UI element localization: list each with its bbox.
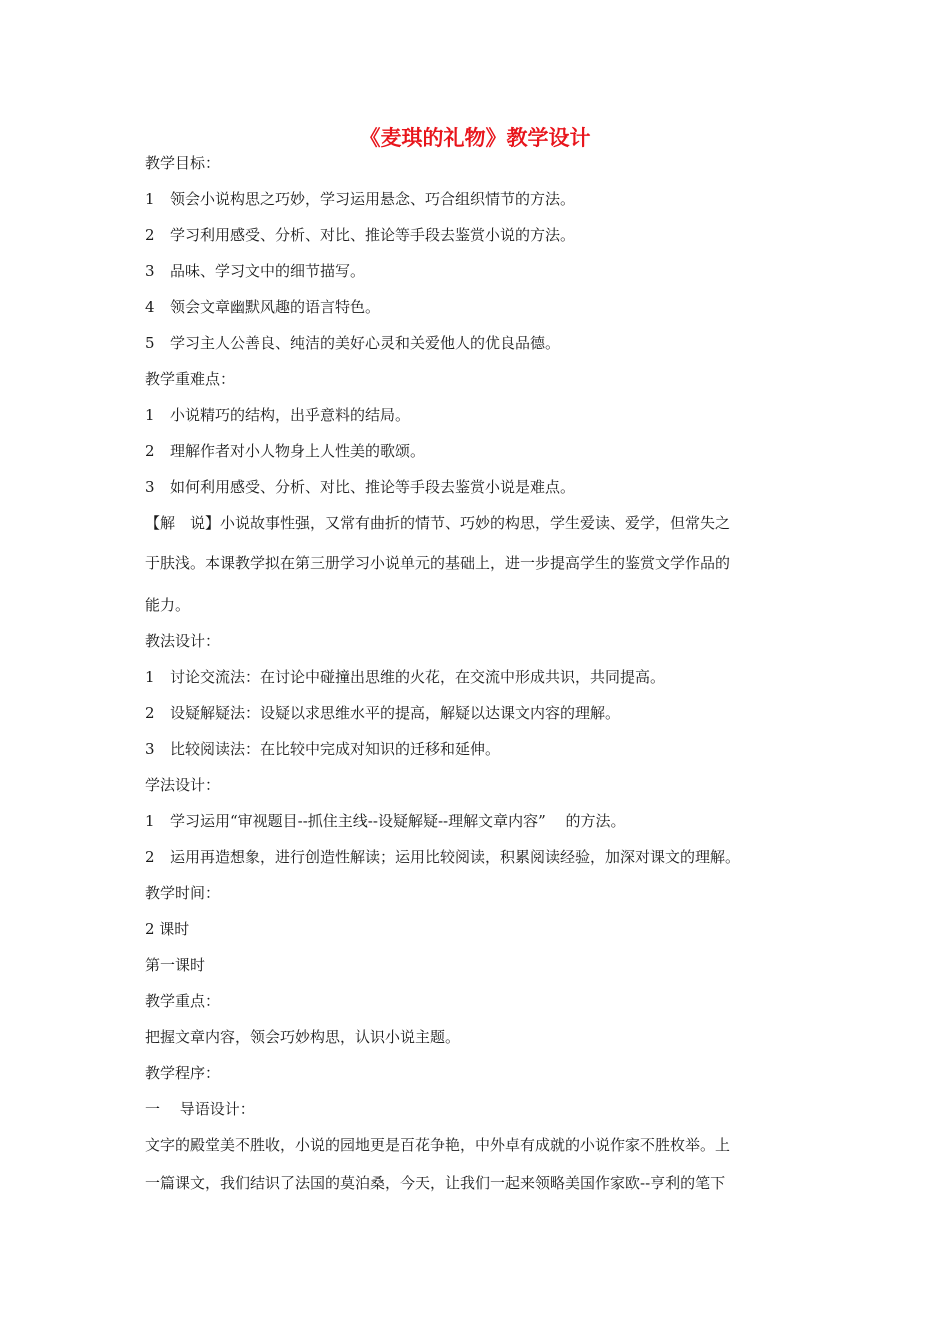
heading-procedure: 教学程序： <box>145 1064 221 1082</box>
key-number: 3 <box>145 478 155 496</box>
heading-teaching-time: 教学时间： <box>145 884 221 902</box>
learn-text: 学习运用“审视题目--抓住主线--设疑解疑--理解文章内容” 的方法。 <box>170 812 626 830</box>
heading-goals: 教学目标： <box>145 154 221 172</box>
teach-text: 比较阅读法：在比较中完成对知识的迁移和延伸。 <box>170 740 501 758</box>
heading-teaching-method: 教法设计： <box>145 632 221 650</box>
goal-number: 5 <box>145 334 155 352</box>
heading-key-points: 教学重难点： <box>145 370 236 388</box>
teach-number: 2 <box>145 704 155 722</box>
goal-text: 品味、学习文中的细节描写。 <box>170 262 366 280</box>
focus-text: 把握文章内容，领会巧妙构思，认识小说主题。 <box>145 1028 461 1046</box>
learn-item-1 <box>145 810 626 831</box>
key-item-1 <box>145 404 410 425</box>
goal-item-3 <box>145 260 365 281</box>
key-item-3 <box>145 476 575 497</box>
goal-text: 学习主人公善良、纯洁的美好心灵和关爱他人的优良品德。 <box>170 334 561 352</box>
goal-item-4 <box>145 296 380 317</box>
teach-text: 讨论交流法：在讨论中碰撞出思维的火花，在交流中形成共识，共同提高。 <box>170 668 666 686</box>
key-number: 1 <box>145 406 155 424</box>
learn-number: 2 <box>145 848 155 866</box>
key-text: 理解作者对小人物身上人性美的歌颂。 <box>170 442 426 460</box>
goal-text: 领会小说构思之巧妙，学习运用悬念、巧合组织情节的方法。 <box>170 190 576 208</box>
teaching-time-value: 2 课时 <box>145 920 190 938</box>
key-text: 小说精巧的结构，出乎意料的结局。 <box>170 406 411 424</box>
teach-item-1 <box>145 666 665 687</box>
explain-line-2: 于肤浅。本课教学拟在第三册学习小说单元的基础上，进一步提高学生的鉴赏文学作品的 <box>145 554 731 572</box>
teach-item-3 <box>145 738 500 759</box>
intro-line-1: 文字的殿堂美不胜收，小说的园地更是百花争艳，中外卓有成就的小说作家不胜枚举。上 <box>145 1136 731 1154</box>
teach-text: 设疑解疑法：设疑以求思维水平的提高，解疑以达课文内容的理解。 <box>170 704 621 722</box>
goal-text: 学习利用感受、分析、对比、推论等手段去鉴赏小说的方法。 <box>170 226 576 244</box>
learn-item-2 <box>145 846 740 867</box>
key-text: 如何利用感受、分析、对比、推论等手段去鉴赏小说是难点。 <box>170 478 576 496</box>
heading-focus: 教学重点： <box>145 992 221 1010</box>
key-item-2 <box>145 440 425 461</box>
teach-item-2 <box>145 702 620 723</box>
learn-text: 运用再造想象，进行创造性解读；运用比较阅读，积累阅读经验，加深对课文的理解。 <box>170 848 741 866</box>
goal-item-2 <box>145 224 575 245</box>
document-title: 《麦琪的礼物》教学设计 <box>359 126 591 150</box>
explain-line-1: 【解 说】小说故事性强，又常有曲折的情节、巧妙的构思，学生爱读、爱学，但常失之 <box>145 514 731 532</box>
heading-learning-method: 学法设计： <box>145 776 221 794</box>
teach-number: 1 <box>145 668 155 686</box>
procedure-step-1: 一 导语设计： <box>145 1100 255 1118</box>
goal-number: 2 <box>145 226 155 244</box>
goal-item-5 <box>145 332 560 353</box>
teach-number: 3 <box>145 740 155 758</box>
learn-number: 1 <box>145 812 155 830</box>
explain-line-3: 能力。 <box>145 596 191 614</box>
goal-number: 1 <box>145 190 155 208</box>
goal-item-1 <box>145 188 575 209</box>
goal-number: 3 <box>145 262 155 280</box>
key-number: 2 <box>145 442 155 460</box>
goal-text: 领会文章幽默风趣的语言特色。 <box>170 298 381 316</box>
first-lesson-label: 第一课时 <box>145 956 206 974</box>
intro-line-2: 一篇课文，我们结识了法国的莫泊桑，今天，让我们一起来领略美国作家欧--亨利的笔下 <box>145 1174 726 1192</box>
goal-number: 4 <box>145 298 155 316</box>
